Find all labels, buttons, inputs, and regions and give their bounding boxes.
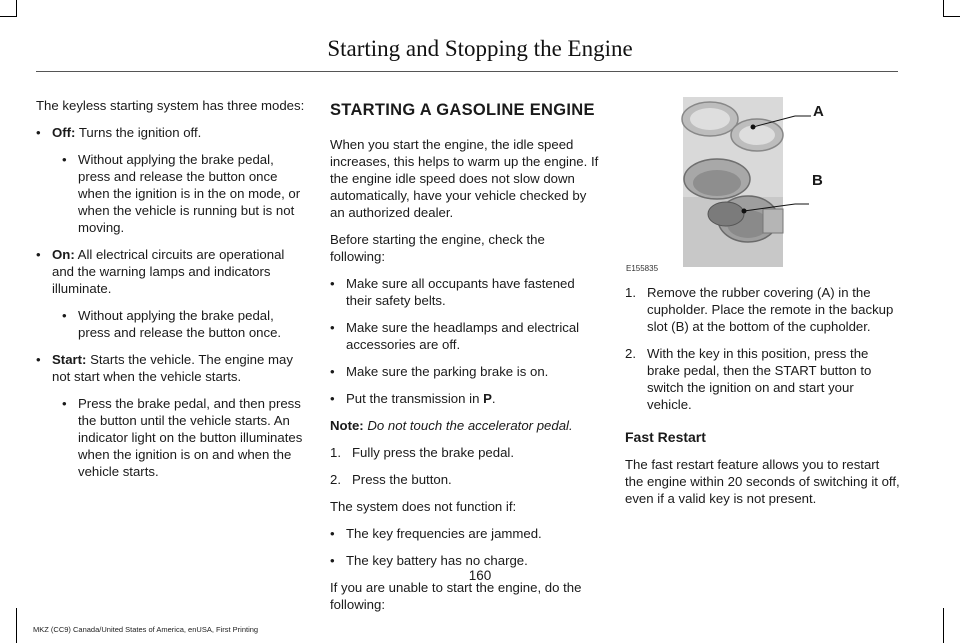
note-label: Note: (330, 418, 364, 433)
callout-b-label: B (812, 172, 823, 189)
bullet: • (330, 553, 335, 568)
gear-letter: P (483, 391, 492, 406)
figure-code: E155835 (626, 264, 659, 273)
step-text: Press the button. (352, 472, 452, 487)
footer-text: MKZ (CC9) Canada/United States of America, enUSA, First Printing (33, 625, 259, 634)
mode-on-detail (36, 307, 306, 341)
check-item (330, 390, 602, 407)
crop-mark (943, 16, 960, 17)
bullet: • (36, 352, 41, 367)
crop-mark (943, 608, 944, 643)
right-column (625, 284, 900, 517)
bullet: • (36, 247, 41, 262)
middle-column (330, 100, 602, 623)
bullet: • (36, 125, 41, 140)
step-text: Fully press the brake pedal. (352, 445, 514, 460)
paragraph: If you are unable to start the engine, do the following: (330, 580, 582, 612)
step-item (625, 345, 900, 413)
crop-mark (16, 608, 17, 643)
bullet: • (330, 391, 335, 406)
paragraph: Before starting the engine, check the following: (330, 232, 545, 264)
check-suffix: . (491, 391, 496, 406)
step-text: With the key in this position, press the brake pedal, then the START button to switch the ignition on and start your vehicle. (647, 346, 872, 412)
mode-label: On: (52, 247, 75, 262)
check-item (330, 275, 602, 309)
step-number: 1. (625, 285, 636, 300)
step-item (330, 444, 602, 461)
cupholder-illustration (625, 97, 833, 277)
note (330, 417, 602, 434)
mode-text: Turns the ignition off. (75, 125, 202, 140)
check-text: Make sure all occupants have fastened their safety belts. (346, 276, 575, 308)
check-text: Make sure the parking brake is on. (346, 364, 549, 379)
step-item (625, 284, 900, 335)
check-item (330, 319, 602, 353)
section-heading: STARTING A GASOLINE ENGINE (330, 101, 595, 119)
mode-start (36, 351, 306, 385)
fail-text: The key battery has no charge. (346, 553, 528, 568)
detail-text: Press the brake pedal, and then press the button until the vehicle starts. An indicator light on the button illuminates when the ignition is on and when the vehicle starts. (78, 396, 303, 479)
note-text: Do not touch the accelerator pedal. (367, 418, 573, 433)
callout-a-label: A (813, 103, 824, 120)
subheading: Fast Restart (625, 429, 706, 445)
page-number: 160 (468, 568, 492, 583)
step-number: 2. (625, 346, 636, 361)
page-title: Starting and Stopping the Engine (327, 36, 633, 61)
step-number: 1. (330, 445, 341, 460)
mode-on (36, 246, 306, 297)
check-item (330, 363, 602, 380)
crop-mark (943, 0, 944, 17)
fail-item (330, 552, 602, 569)
step-item (330, 471, 602, 488)
left-column (36, 97, 306, 490)
bullet: • (330, 276, 335, 291)
header-divider (36, 71, 898, 72)
step-number: 2. (330, 472, 341, 487)
detail-text: Without applying the brake pedal, press and release the button once. (78, 308, 282, 340)
step-text: Remove the rubber covering (A) in the cupholder. Place the remote in the backup slot (B) at the bottom of the cupholder. (647, 285, 894, 334)
crop-mark (0, 16, 17, 17)
check-text: Put the transmission in (346, 391, 484, 406)
mode-off-detail (36, 151, 306, 236)
fail-text: The key frequencies are jammed. (346, 526, 542, 541)
mode-label: Off: (52, 125, 76, 140)
bullet: • (330, 320, 335, 335)
bullet: • (330, 526, 335, 541)
bullet: • (62, 308, 67, 323)
detail-text: Without applying the brake pedal, press and release the button once when the ignition is in the on mode, or when the vehicle is running but is not moving. (78, 152, 301, 235)
mode-label: Start: (52, 352, 87, 367)
mode-text: Starts the vehicle. The engine may not start when the vehicle starts. (52, 352, 293, 384)
bullet: • (330, 364, 335, 379)
paragraph: The system does not function if: (330, 499, 517, 514)
mode-text: All electrical circuits are operational and the warning lamps and indicators illuminate. (52, 247, 285, 296)
bullet: • (62, 152, 67, 167)
bullet: • (62, 396, 67, 411)
paragraph: The fast restart feature allows you to restart the engine within 20 seconds of switching it off, even if a valid key is not present. (625, 457, 900, 506)
paragraph: When you start the engine, the idle speed increases, this helps to warm up the engine. If the engine idle speed does not slow down automatically, have your vehicle checked by an authorized dealer. (330, 137, 599, 220)
mode-off (36, 124, 306, 141)
mode-start-detail (36, 395, 306, 480)
check-text: Make sure the headlamps and electrical accessories are off. (346, 320, 580, 352)
intro-text: The keyless starting system has three modes: (36, 98, 305, 113)
fail-item (330, 525, 602, 542)
crop-mark (16, 0, 17, 17)
